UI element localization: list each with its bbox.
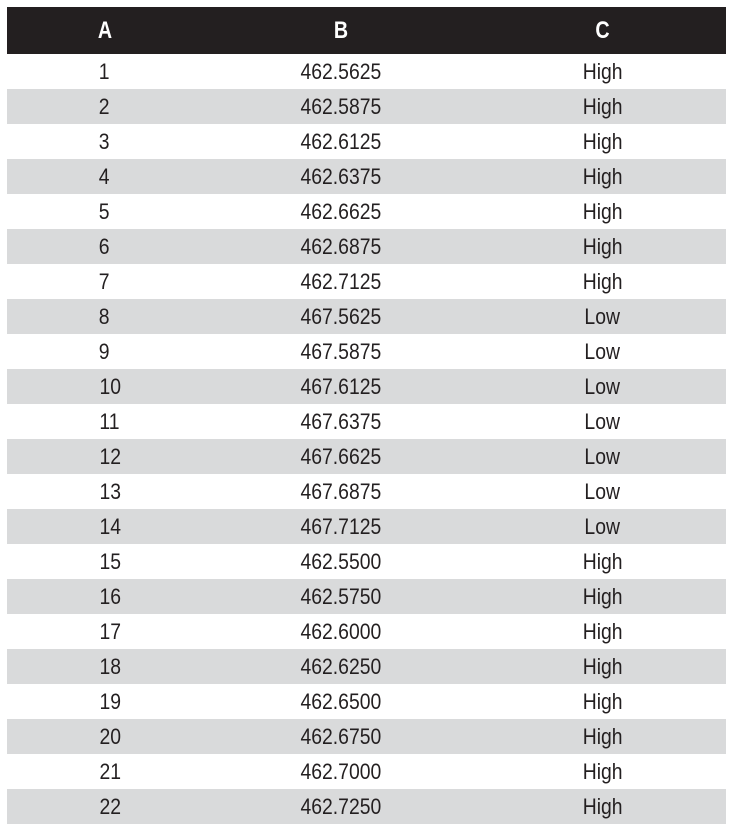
column-header-a: A	[97, 16, 113, 44]
cell-channel-text: 14	[99, 513, 122, 539]
table-header-row	[7, 7, 726, 54]
cell-frequency-text: 462.6750	[300, 723, 382, 749]
cell-power	[479, 719, 726, 754]
table-row	[7, 124, 726, 159]
cell-frequency-text: 462.6500	[300, 688, 382, 714]
cell-frequency	[203, 544, 479, 579]
cell-channel	[7, 544, 203, 579]
cell-power-text: Low	[584, 478, 621, 504]
cell-channel	[7, 684, 203, 719]
cell-power-text: High	[582, 268, 623, 294]
cell-power-text: High	[582, 198, 623, 224]
cell-frequency-text: 462.7250	[300, 793, 382, 819]
cell-frequency	[203, 754, 479, 789]
cell-power	[479, 229, 726, 264]
cell-power-text: High	[582, 548, 623, 574]
cell-channel	[7, 229, 203, 264]
cell-frequency	[203, 229, 479, 264]
table-row	[7, 299, 726, 334]
cell-channel-text: 22	[99, 793, 122, 819]
cell-power	[479, 334, 726, 369]
cell-channel-text: 13	[99, 478, 122, 504]
cell-frequency-text: 462.7125	[300, 268, 382, 294]
cell-frequency	[203, 719, 479, 754]
cell-channel-text: 2	[98, 93, 110, 119]
cell-frequency-text: 462.6625	[300, 198, 382, 224]
cell-channel	[7, 439, 203, 474]
cell-frequency-text: 462.6000	[300, 618, 382, 644]
cell-power	[479, 684, 726, 719]
cell-channel-text: 6	[98, 233, 110, 259]
table-body	[7, 54, 726, 824]
frequency-table-container	[7, 7, 726, 824]
cell-frequency	[203, 649, 479, 684]
column-header-c: C	[595, 16, 610, 44]
cell-channel	[7, 754, 203, 789]
table-row	[7, 439, 726, 474]
cell-frequency	[203, 474, 479, 509]
cell-channel-text: 3	[98, 128, 110, 154]
cell-power	[479, 89, 726, 124]
cell-power	[479, 194, 726, 229]
cell-frequency-text: 462.5500	[300, 548, 382, 574]
cell-frequency-text: 462.5875	[300, 93, 382, 119]
cell-power-text: Low	[584, 513, 621, 539]
cell-frequency	[203, 509, 479, 544]
cell-frequency-text: 467.7125	[300, 513, 382, 539]
cell-frequency	[203, 684, 479, 719]
cell-channel-text: 20	[99, 723, 122, 749]
cell-frequency-text: 462.6875	[300, 233, 382, 259]
table-row	[7, 719, 726, 754]
cell-frequency	[203, 439, 479, 474]
cell-power	[479, 404, 726, 439]
cell-channel	[7, 649, 203, 684]
table-row	[7, 649, 726, 684]
table-row	[7, 54, 726, 89]
cell-frequency-text: 462.5750	[300, 583, 382, 609]
cell-power-text: High	[582, 723, 623, 749]
cell-channel-text: 4	[98, 163, 110, 189]
cell-power-text: High	[582, 618, 623, 644]
cell-frequency	[203, 159, 479, 194]
cell-frequency-text: 467.5875	[300, 338, 382, 364]
cell-power-text: Low	[584, 338, 621, 364]
cell-power-text: High	[582, 128, 623, 154]
cell-channel	[7, 404, 203, 439]
cell-channel	[7, 334, 203, 369]
cell-channel-text: 7	[98, 268, 110, 294]
cell-power-text: High	[582, 93, 623, 119]
cell-frequency	[203, 264, 479, 299]
cell-power	[479, 789, 726, 824]
cell-channel-text: 1	[98, 58, 110, 84]
cell-power-text: High	[582, 233, 623, 259]
cell-power	[479, 474, 726, 509]
table-row	[7, 684, 726, 719]
cell-power	[479, 614, 726, 649]
cell-frequency	[203, 579, 479, 614]
cell-channel	[7, 719, 203, 754]
cell-channel-text: 12	[99, 443, 122, 469]
cell-power-text: High	[582, 793, 623, 819]
cell-frequency-text: 462.7000	[300, 758, 382, 784]
cell-channel	[7, 299, 203, 334]
cell-power	[479, 544, 726, 579]
cell-frequency-text: 467.5625	[300, 303, 382, 329]
table-row	[7, 579, 726, 614]
table-row	[7, 404, 726, 439]
cell-power	[479, 649, 726, 684]
cell-frequency	[203, 54, 479, 89]
cell-frequency	[203, 404, 479, 439]
table-row	[7, 229, 726, 264]
cell-frequency	[203, 194, 479, 229]
cell-channel-text: 21	[99, 758, 122, 784]
column-header-b: B	[333, 16, 349, 44]
cell-power	[479, 54, 726, 89]
cell-power	[479, 264, 726, 299]
cell-channel	[7, 89, 203, 124]
cell-channel	[7, 194, 203, 229]
table-row	[7, 614, 726, 649]
cell-frequency-text: 467.6125	[300, 373, 382, 399]
cell-frequency	[203, 334, 479, 369]
cell-power-text: High	[582, 583, 623, 609]
cell-power	[479, 369, 726, 404]
cell-channel	[7, 264, 203, 299]
table-row	[7, 369, 726, 404]
cell-channel	[7, 369, 203, 404]
cell-channel-text: 16	[99, 583, 122, 609]
cell-power-text: Low	[584, 303, 621, 329]
cell-channel	[7, 124, 203, 159]
cell-power-text: Low	[584, 373, 621, 399]
cell-power-text: High	[582, 758, 623, 784]
table-row	[7, 509, 726, 544]
cell-power	[479, 509, 726, 544]
cell-frequency-text: 467.6625	[300, 443, 382, 469]
cell-frequency	[203, 89, 479, 124]
table-row	[7, 789, 726, 824]
cell-channel	[7, 614, 203, 649]
table-row	[7, 89, 726, 124]
table-row	[7, 754, 726, 789]
cell-channel	[7, 474, 203, 509]
cell-power-text: High	[582, 653, 623, 679]
cell-frequency-text: 462.5625	[300, 58, 382, 84]
cell-channel-text: 11	[99, 408, 120, 434]
cell-channel	[7, 789, 203, 824]
table-row	[7, 334, 726, 369]
table-row	[7, 544, 726, 579]
cell-channel	[7, 579, 203, 614]
cell-channel	[7, 159, 203, 194]
cell-channel-text: 19	[99, 688, 122, 714]
cell-frequency	[203, 299, 479, 334]
table-row	[7, 264, 726, 299]
cell-channel-text: 15	[99, 548, 122, 574]
cell-frequency-text: 467.6875	[300, 478, 382, 504]
cell-channel	[7, 54, 203, 89]
cell-frequency-text: 462.6250	[300, 653, 382, 679]
cell-power	[479, 299, 726, 334]
cell-frequency	[203, 614, 479, 649]
cell-power-text: High	[582, 163, 623, 189]
cell-power-text: Low	[584, 443, 621, 469]
cell-power	[479, 124, 726, 159]
cell-frequency	[203, 789, 479, 824]
cell-power	[479, 439, 726, 474]
table-row	[7, 474, 726, 509]
cell-channel	[7, 509, 203, 544]
cell-power-text: High	[582, 688, 623, 714]
cell-channel-text: 10	[99, 373, 122, 399]
cell-channel-text: 8	[98, 303, 110, 329]
cell-power-text: Low	[584, 408, 621, 434]
cell-frequency-text: 462.6125	[300, 128, 382, 154]
cell-channel-text: 5	[98, 198, 110, 224]
cell-power	[479, 159, 726, 194]
cell-power	[479, 579, 726, 614]
cell-frequency-text: 462.6375	[300, 163, 382, 189]
cell-frequency	[203, 369, 479, 404]
cell-power	[479, 754, 726, 789]
table-row	[7, 194, 726, 229]
cell-power-text: High	[582, 58, 623, 84]
cell-channel-text: 17	[99, 618, 122, 644]
cell-frequency	[203, 124, 479, 159]
cell-channel-text: 9	[98, 338, 110, 364]
cell-frequency-text: 467.6375	[300, 408, 382, 434]
frequency-table	[7, 7, 726, 824]
cell-channel-text: 18	[99, 653, 122, 679]
table-row	[7, 159, 726, 194]
